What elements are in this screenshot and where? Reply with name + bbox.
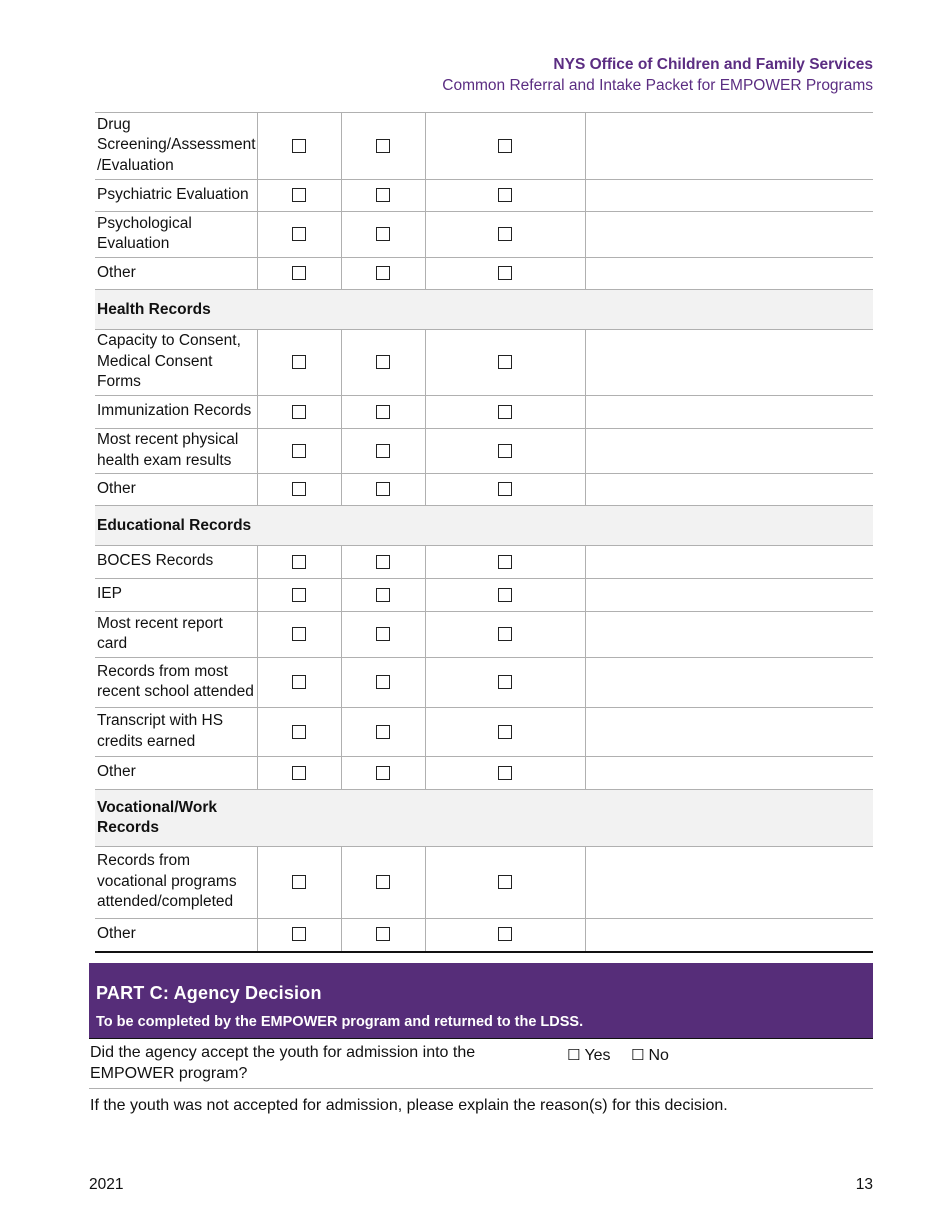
notes-cell[interactable]: [585, 258, 873, 290]
yes-checkbox[interactable]: ☐: [567, 1046, 581, 1064]
record-label-line: Most recent physical: [97, 431, 239, 448]
record-checkbox[interactable]: [376, 875, 390, 889]
part-c-banner: [89, 963, 873, 1038]
record-label-line: BOCES Records: [97, 552, 214, 570]
record-label-line: Other: [97, 479, 136, 497]
admission-question: Did the agency accept the youth for admission into the EMPOWER program?: [90, 1044, 476, 1082]
record-checkbox[interactable]: [498, 675, 512, 689]
record-checkbox[interactable]: [292, 675, 306, 689]
checkbox-cell: [257, 429, 341, 474]
record-checkbox[interactable]: [376, 482, 390, 496]
table-row: [95, 180, 873, 212]
checkbox-cell: [425, 658, 585, 708]
notes-cell[interactable]: [585, 658, 873, 708]
table-row: [95, 658, 873, 708]
section-row: [95, 506, 873, 546]
record-label-line: card: [97, 635, 128, 652]
record-label-line: Evaluation: [97, 235, 170, 252]
record-label-cell: [95, 658, 257, 708]
table-row: [95, 474, 873, 506]
record-label-line: Most recent report: [97, 614, 223, 632]
notes-cell[interactable]: [585, 919, 873, 952]
checkbox-cell: [425, 757, 585, 790]
record-checkbox[interactable]: [292, 875, 306, 889]
record-checkbox[interactable]: [292, 927, 306, 941]
notes-cell[interactable]: [585, 708, 873, 757]
checkbox-cell: [257, 258, 341, 290]
table-row: [95, 429, 873, 474]
section-cell: [95, 790, 873, 847]
section-cell: [95, 290, 873, 330]
record-label-line: IEP: [97, 585, 122, 603]
checkbox-cell: [257, 180, 341, 212]
table-row: [95, 919, 873, 952]
record-label-cell: [95, 113, 257, 180]
record-label-line: Screening/Assessment: [97, 136, 256, 154]
rejection-explanation-prompt: If the youth was not accepted for admission, please explain the reason(s) for this decision.: [90, 1097, 728, 1114]
checkbox-cell: [425, 919, 585, 952]
record-checkbox[interactable]: [498, 139, 512, 153]
checkbox-cell: [257, 579, 341, 612]
notes-cell[interactable]: [585, 429, 873, 474]
checkbox-cell: [341, 113, 425, 180]
record-label-line: Drug: [97, 115, 131, 133]
checkbox-cell: [341, 429, 425, 474]
question-divider: [89, 1088, 873, 1089]
table-row: [95, 258, 873, 290]
record-checkbox[interactable]: [498, 227, 512, 241]
record-label-line: Records from: [97, 852, 191, 870]
record-checkbox[interactable]: [376, 766, 390, 780]
checkbox-cell: [257, 612, 341, 658]
record-checkbox[interactable]: [292, 725, 306, 739]
record-checkbox[interactable]: [292, 627, 306, 641]
record-checkbox[interactable]: [498, 405, 512, 419]
notes-cell[interactable]: [585, 330, 873, 396]
checkbox-cell: [341, 546, 425, 579]
checkbox-cell: [425, 474, 585, 506]
notes-cell[interactable]: [585, 546, 873, 579]
notes-cell[interactable]: [585, 474, 873, 506]
record-checkbox[interactable]: [376, 266, 390, 280]
table-row: [95, 612, 873, 658]
record-checkbox[interactable]: [498, 927, 512, 941]
record-checkbox[interactable]: [376, 555, 390, 569]
notes-cell[interactable]: [585, 396, 873, 429]
checkbox-cell: [341, 919, 425, 952]
section-heading-line: Health Records: [97, 300, 211, 318]
checkbox-cell: [425, 113, 585, 180]
record-label-line: Medical Consent: [97, 352, 213, 370]
admission-yes-option[interactable]: [567, 1045, 611, 1066]
checkbox-cell: [425, 212, 585, 258]
record-label-cell: [95, 330, 257, 396]
record-checkbox[interactable]: [376, 675, 390, 689]
notes-cell[interactable]: [585, 847, 873, 919]
record-checkbox[interactable]: [498, 725, 512, 739]
record-label-cell: [95, 757, 257, 790]
record-label-line: credits earned: [97, 732, 196, 750]
record-checkbox[interactable]: [498, 188, 512, 202]
checkbox-cell: [341, 396, 425, 429]
record-label-cell: [95, 474, 257, 506]
record-label-line: health exam results: [97, 451, 232, 469]
checkbox-cell: [257, 708, 341, 757]
notes-cell[interactable]: [585, 212, 873, 258]
record-label-line: Immunization Records: [97, 402, 252, 420]
checkbox-cell: [341, 847, 425, 919]
record-checkbox[interactable]: [292, 355, 306, 369]
record-checkbox[interactable]: [376, 405, 390, 419]
record-label-cell: [95, 546, 257, 579]
record-label-cell: [95, 212, 257, 258]
table-row: [95, 847, 873, 919]
table-row: [95, 330, 873, 396]
record-label-cell: [95, 258, 257, 290]
record-label-line: Other: [97, 925, 136, 942]
checkbox-cell: [257, 658, 341, 708]
checkbox-cell: [341, 757, 425, 790]
record-checkbox[interactable]: [292, 266, 306, 280]
checkbox-cell: [257, 757, 341, 790]
checkbox-cell: [341, 474, 425, 506]
record-checkbox[interactable]: [498, 266, 512, 280]
record-checkbox[interactable]: [376, 927, 390, 941]
part-c-title: PART C: Agency Decision: [96, 983, 322, 1003]
section-heading-line: Records: [97, 819, 160, 836]
record-checkbox[interactable]: [292, 444, 306, 458]
checkbox-cell: [425, 180, 585, 212]
notes-cell[interactable]: [585, 579, 873, 612]
checkbox-cell: [341, 180, 425, 212]
table-row: [95, 757, 873, 790]
record-label-cell: [95, 579, 257, 612]
part-c-divider: [89, 1038, 873, 1039]
record-checkbox[interactable]: [292, 188, 306, 202]
record-checkbox[interactable]: [498, 627, 512, 641]
checkbox-cell: [257, 847, 341, 919]
record-checkbox[interactable]: [292, 227, 306, 241]
table-row: [95, 212, 873, 258]
record-label-line: recent school attended: [97, 683, 254, 700]
checkbox-cell: [257, 396, 341, 429]
table-row: [95, 113, 873, 180]
checkbox-cell: [425, 546, 585, 579]
section-heading-line: Educational Records: [97, 516, 252, 534]
table-row: [95, 396, 873, 429]
record-checkbox[interactable]: [498, 482, 512, 496]
record-checkbox[interactable]: [376, 588, 390, 602]
record-label-cell: [95, 396, 257, 429]
record-label-line: Records from most: [97, 662, 228, 680]
record-checkbox[interactable]: [376, 227, 390, 241]
record-checkbox[interactable]: [292, 555, 306, 569]
record-label-line: vocational programs: [97, 872, 237, 890]
checkbox-cell: [257, 474, 341, 506]
record-label-line: /Evaluation: [97, 156, 174, 174]
checkbox-cell: [425, 847, 585, 919]
record-label-cell: [95, 847, 257, 919]
notes-cell[interactable]: [585, 113, 873, 180]
record-label-cell: [95, 612, 257, 658]
checkbox-cell: [257, 919, 341, 952]
record-label-cell: [95, 708, 257, 757]
table-row: [95, 546, 873, 579]
notes-cell[interactable]: [585, 612, 873, 658]
record-label-line: Transcript with HS: [97, 712, 224, 729]
checkbox-cell: [425, 579, 585, 612]
checkbox-cell: [257, 113, 341, 180]
checkbox-cell: [257, 546, 341, 579]
section-cell: [95, 506, 873, 546]
admission-answer-group: [567, 1045, 685, 1066]
header-subtitle: Common Referral and Intake Packet for EMPOWER Programs: [442, 77, 873, 94]
header-organization: NYS Office of Children and Family Services: [553, 56, 873, 73]
record-label-line: Forms: [97, 373, 141, 391]
section-row: [95, 290, 873, 330]
checkbox-cell: [257, 330, 341, 396]
footer-page-number: 13: [855, 1176, 873, 1193]
no-label: No: [648, 1047, 669, 1064]
record-checkbox[interactable]: [292, 588, 306, 602]
table-row: [95, 708, 873, 757]
notes-cell[interactable]: [585, 180, 873, 212]
checkbox-cell: [425, 330, 585, 396]
checkbox-cell: [341, 612, 425, 658]
record-label-line: Other: [97, 763, 136, 781]
checkbox-cell: [341, 258, 425, 290]
section-row: [95, 790, 873, 847]
checkbox-cell: [425, 612, 585, 658]
records-table: [95, 112, 873, 953]
record-checkbox[interactable]: [376, 725, 390, 739]
record-label-line: attended/completed: [97, 893, 234, 911]
record-checkbox[interactable]: [498, 355, 512, 369]
checkbox-cell: [341, 658, 425, 708]
record-checkbox[interactable]: [376, 355, 390, 369]
record-checkbox[interactable]: [498, 444, 512, 458]
section-heading-line: Vocational/Work: [97, 799, 218, 816]
record-checkbox[interactable]: [292, 405, 306, 419]
record-label-cell: [95, 429, 257, 474]
checkbox-cell: [341, 708, 425, 757]
checkbox-cell: [425, 429, 585, 474]
checkbox-cell: [341, 330, 425, 396]
record-label-line: Psychological: [97, 214, 192, 232]
record-checkbox[interactable]: [498, 555, 512, 569]
record-checkbox[interactable]: [292, 482, 306, 496]
table-row: [95, 579, 873, 612]
record-checkbox[interactable]: [498, 588, 512, 602]
record-checkbox[interactable]: [498, 766, 512, 780]
checkbox-cell: [425, 708, 585, 757]
footer-year: 2021: [89, 1176, 124, 1193]
notes-cell[interactable]: [585, 757, 873, 790]
record-checkbox[interactable]: [376, 188, 390, 202]
checkbox-cell: [425, 396, 585, 429]
checkbox-cell: [341, 579, 425, 612]
record-label-line: Capacity to Consent,: [97, 332, 241, 350]
part-c-subtitle: To be completed by the EMPOWER program and returned to the LDSS.: [96, 1014, 584, 1030]
no-checkbox[interactable]: ☐: [631, 1046, 645, 1064]
checkbox-cell: [341, 212, 425, 258]
record-label-cell: [95, 919, 257, 952]
record-checkbox[interactable]: [498, 875, 512, 889]
yes-label: Yes: [584, 1047, 611, 1064]
record-checkbox[interactable]: [376, 444, 390, 458]
record-checkbox[interactable]: [292, 766, 306, 780]
record-label-cell: [95, 180, 257, 212]
admission-no-option[interactable]: [631, 1045, 669, 1066]
record-label-line: Other: [97, 263, 136, 281]
record-checkbox[interactable]: [376, 139, 390, 153]
record-label-line: Psychiatric Evaluation: [97, 185, 249, 203]
record-checkbox[interactable]: [292, 139, 306, 153]
checkbox-cell: [257, 212, 341, 258]
page-header: [442, 55, 873, 97]
checkbox-cell: [425, 258, 585, 290]
record-checkbox[interactable]: [376, 627, 390, 641]
